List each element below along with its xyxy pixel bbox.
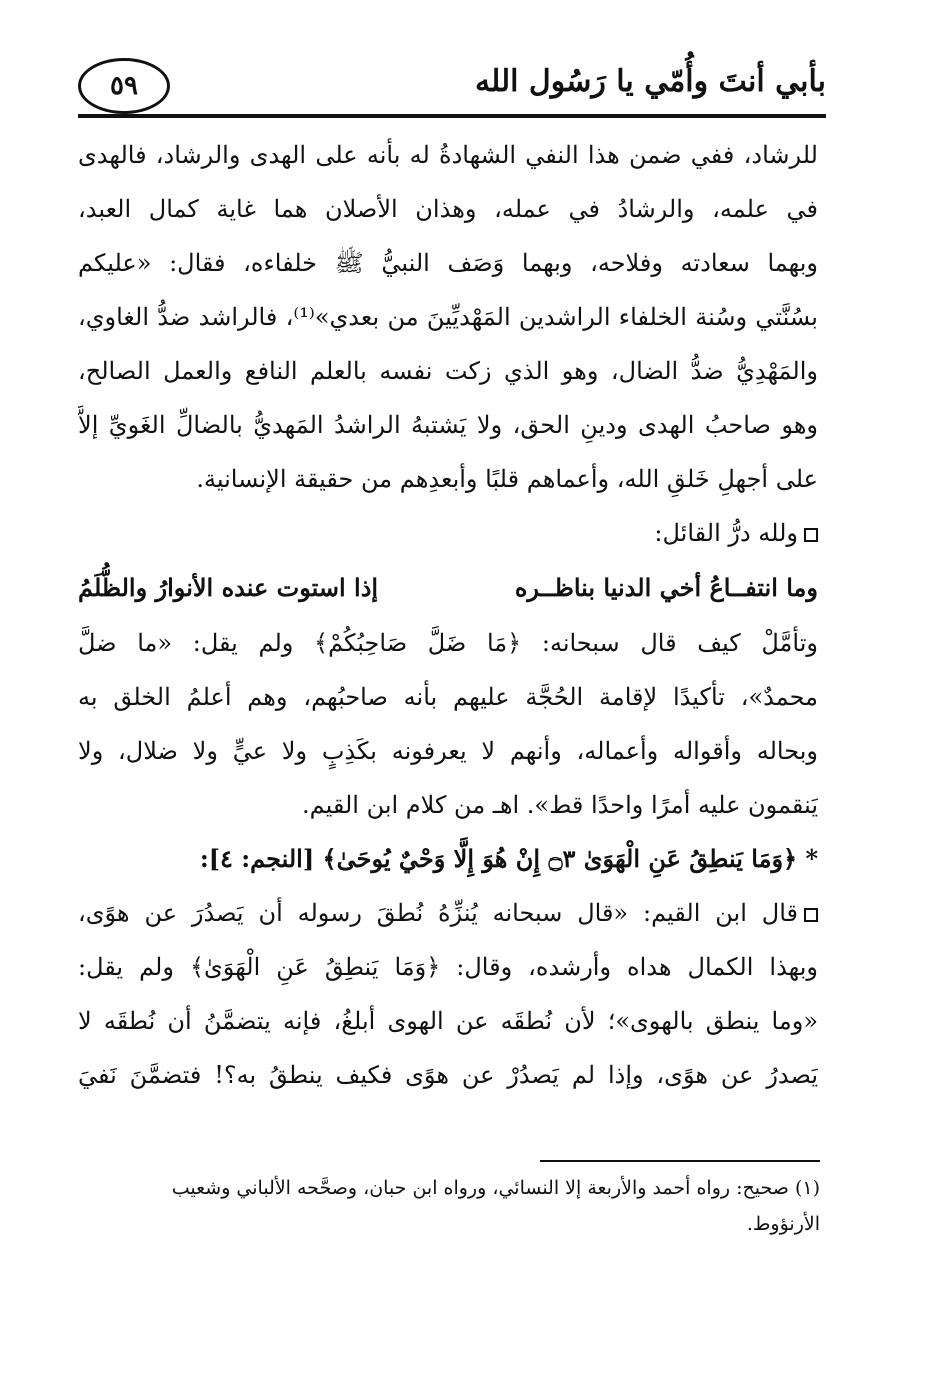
verse-hemistich-2: إذا استوت عنده الأنوارُ والظُّلَمُ [78,573,379,602]
text-line: وبهما سعادته وفلاحه، وبهما وَصَف النبيُّ ﷺ خلفاءه، فقال: «عليكم [78,249,818,277]
footnote-separator [540,1160,820,1162]
footnote-line: الأرنؤوط. [746,1213,820,1235]
poetry-verse [78,560,818,616]
square-bullet-icon [804,908,818,922]
footnotes [95,1170,820,1242]
main-text [78,128,818,1102]
text-line: محمدٌ»، تأكيدًا لإقامة الحُجَّة عليهم بأنه صاحبُهم، وهم أعلمُ الخلق به [78,683,818,711]
quote-intro: قال ابن القيم: «قال سبحانه يُنزِّهُ نُطقَ رسوله أن يَصدُرَ عن هوًى، [78,899,798,927]
poet-intro-line [78,506,818,560]
text-line: للرشاد، ففي ضمن هذا النفي الشهادةُ له بأنه على الهدى والرشاد، فالهدى [78,141,818,169]
poet-intro: ولله درُّ القائل: [654,519,798,547]
quran-verse-line: * ﴿وَمَا يَنطِقُ عَنِ الْهَوَىٰ ۝٣ إِنْ هُوَ إِلَّا وَحْيٌ يُوحَىٰ﴾ [النجم: ٤]: [199,844,818,873]
text-line: يَصدرُ عن هوًى، وإذا لم يَصدُرْ عن هوًى فكيف ينطقُ به؟! فتضمَّنَ نَفيَ [78,1061,818,1089]
page-number: ٥٩ [110,71,138,101]
header-rule [78,114,826,118]
square-bullet-icon [804,528,818,542]
footnote-line: (١) صحيح: رواه أحمد والأربعة إلا النسائي، ورواه ابن حبان، وصحَّحه الألباني وشعيب [171,1177,820,1199]
text-line: وتأمَّلْ كيف قال سبحانه: ﴿مَا ضَلَّ صَاحِبُكُمْ﴾ ولم يقل: «ما ضلَّ [78,629,818,657]
text-line: يَنقمون عليه أمرًا واحدًا قط». اهـ من كلام ابن القيم. [301,791,818,819]
text-line: بسُنَّتي وسُنة الخلفاء الراشدين المَهْديِّينَ من بعدي»⁽¹⁾، فالراشد ضدُّ الغاوي، [78,303,818,331]
text-line: وبحاله وأقواله وأعماله، وأنهم لا يعرفونه بكَذِبٍ ولا عيٍّ ولا ضلال، ولا [78,737,818,765]
text-line: والمَهْدِيُّ ضدُّ الضال، وهو الذي زكت نفسه بالعلم النافع والعمل الصالح، [78,357,818,385]
running-header [78,58,826,120]
text-line: في علمه، والرشادُ في عمله، وهذان الأصلان هما غاية كمال العبد، [78,195,818,223]
text-line-with-marker [78,886,818,940]
text-line: وبهذا الكمال هداه وأرشده، وقال: ﴿وَمَا يَنطِقُ عَنِ الْهَوَىٰ﴾ ولم يقل: [78,953,818,981]
header-title: بأبي أنتَ وأُمّي يا رَسُول الله [474,64,826,99]
verse-hemistich-1: وما انتفــاعُ أخي الدنيا بناظــره [514,573,818,602]
text-line: «وما ينطق بالهوى»؛ لأن نُطقَه عن الهوى أبلغُ، فإنه يتضمَّنُ أن نُطقَه لا [78,1007,818,1035]
text-line: على أجهلِ خَلقِ الله، وأعماهم قلبًا وأبعدِهم من حقيقة الإنسانية. [196,465,818,493]
page-number-oval [78,58,170,114]
text-line: وهو صاحبُ الهدى ودينِ الحق، ولا يَشتبهُ الراشدُ المَهديُّ بالضالِّ الغَويِّ إلاَّ [78,411,818,439]
